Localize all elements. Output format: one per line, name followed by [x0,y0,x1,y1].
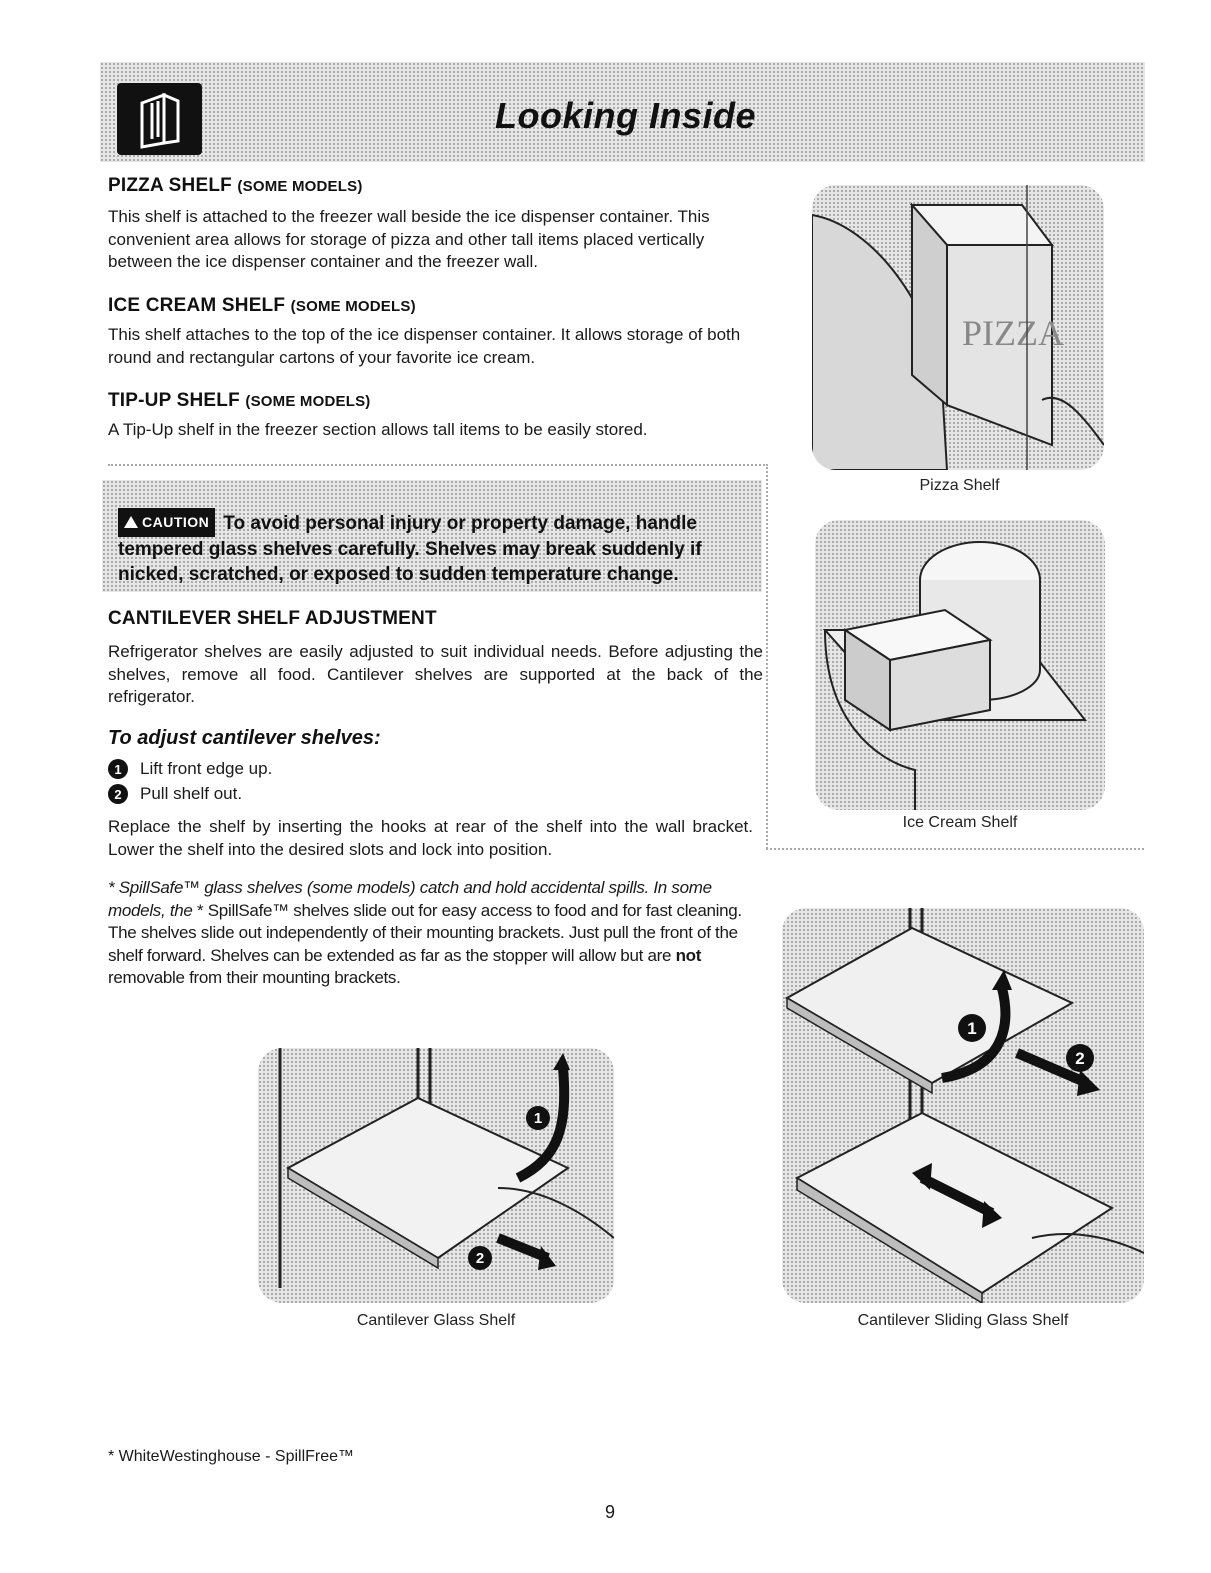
replace-shelf-body: Replace the shelf by inserting the hooks at rear of the shelf into the wall bracket. Lower the shelf into the desired slots and lock into position. [108,817,753,859]
page-number: 9 [604,1502,615,1522]
ice-cream-shelf-heading [108,295,416,317]
ice-cream-shelf-illustration [815,520,1105,810]
cantilever-heading: CANTILEVER SHELF ADJUSTMENT [108,608,437,629]
step-text-2: Pull shelf out. [140,784,243,803]
cantilever-sliding-shelf-drawing [782,908,1144,1303]
pizza-shelf-drawing [812,185,1104,470]
pizza-shelf-qualifier: (SOME MODELS) [237,178,363,195]
callout-2-sliding: 2 [1075,1049,1085,1068]
caution-notice [118,508,758,587]
step-2 [108,784,242,804]
ice-cream-shelf-body: This shelf attaches to the top of the ice dispenser container. It allows storage of both round and rectangular cartons of your favorite ice cream. [108,325,741,367]
ice-cream-shelf-drawing [815,520,1105,810]
step-number-2: 2 [108,784,128,804]
caution-badge [118,508,215,537]
caution-badge-label: CAUTION [142,514,210,530]
ice-cream-shelf-title: ICE CREAM SHELF [108,295,286,316]
warning-icon [124,516,138,528]
tip-up-shelf-heading [108,390,371,412]
cantilever-glass-shelf-illustration [258,1048,614,1303]
spillsafe-body [108,877,753,990]
pizza-box-label: PIZZA [962,313,1064,353]
tip-up-shelf-body: A Tip-Up shelf in the freezer section allows tall items to be easily stored. [108,420,648,439]
cantilever-sliding-shelf-illustration [782,908,1144,1303]
step-number-1: 1 [108,759,128,779]
pizza-shelf-caption: Pizza Shelf [919,477,1000,494]
cantilever-glass-shelf-drawing [258,1048,614,1303]
spillsafe-part2: * SpillSafe™ shelves slide out for easy access to food and for fast cleaning. The shelves slide out independently of their mounting brackets. Just pull the front of the shelf forward. Shelves can be extended as far as the stopper will allow but are [108,900,742,965]
divider-vertical [766,464,768,849]
tip-up-shelf-qualifier: (SOME MODELS) [245,393,371,410]
pizza-shelf-heading [108,175,363,197]
spillsafe-bold: not [675,945,702,965]
cantilever-sliding-shelf-caption: Cantilever Sliding Glass Shelf [857,1312,1069,1329]
callout-1: 1 [533,1110,543,1127]
pizza-shelf-illustration [812,185,1104,470]
step-1 [108,759,272,779]
header-icon-box [117,83,202,155]
tip-up-shelf-title: TIP-UP SHELF [108,390,240,411]
cantilever-subheading: To adjust cantilever shelves: [108,727,381,749]
cantilever-body: Refrigerator shelves are easily adjusted to suit individual needs. Before adjusting the shelves, remove all food. Cantilever shelves are supported at the back of the refrigerator. [108,642,763,706]
refrigerator-icon [136,89,184,149]
footnote: * WhiteWestinghouse - SpillFree™ [108,1448,355,1465]
callout-2: 2 [475,1250,485,1267]
spillsafe-part1: * SpillSafe™ glass shelves (some models) catch and hold accidental spills. In some models, the [108,878,712,920]
pizza-shelf-body: This shelf is attached to the freezer wall beside the ice dispenser container. This convenient area allows for storage of pizza and other tall items placed vertically between the ice dispenser container and the freezer wall. [108,207,710,271]
spillsafe-part3: removable from their mounting brackets. [108,968,401,987]
ice-cream-shelf-qualifier: (SOME MODELS) [290,298,416,315]
callout-1-sliding: 1 [967,1019,977,1038]
divider-top [108,464,768,466]
step-text-1: Lift front edge up. [140,759,273,778]
divider-right [766,848,1144,850]
page-title: Looking Inside [495,95,757,136]
pizza-shelf-title: PIZZA SHELF [108,175,232,196]
cantilever-glass-shelf-caption: Cantilever Glass Shelf [356,1312,516,1329]
caution-text: To avoid personal injury or property damage, handle tempered glass shelves carefully. Shelves may break suddenly if nicked, scratched, or exposed to sudden temperature change. [118,513,702,585]
ice-cream-shelf-caption: Ice Cream Shelf [902,814,1018,831]
